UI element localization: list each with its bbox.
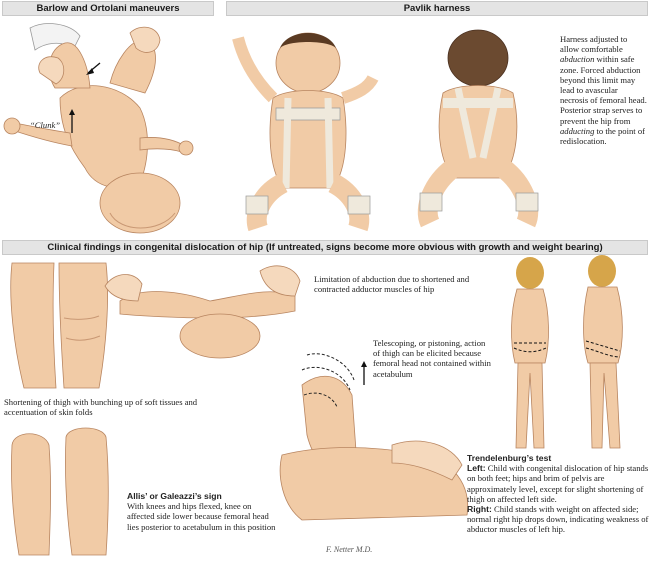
barlow-banner: Barlow and Ortolani maneuvers bbox=[2, 1, 214, 16]
thigh-shortening-illustration bbox=[4, 258, 114, 393]
clinical-banner: Clinical findings in congenital dislocation of hip (If untreated, signs become more obvious with growth and weight bearing) bbox=[2, 240, 648, 255]
right-text: Child stands with weight on affected side; normal right hip drops down, indicating weakness of abductor muscles of left hip. bbox=[467, 504, 649, 535]
artist-signature: F. Netter M.D. bbox=[326, 545, 373, 554]
allis-text-block bbox=[127, 491, 277, 532]
left-text: Child with congenital dislocation of hip stands on both feet; hips and brim of pelvis are approximately level, except for slight shortening of thigh on affected left side. bbox=[467, 463, 649, 504]
trendelenburg-left bbox=[467, 463, 649, 504]
shortening-text: Shortening of thigh with bunching up of soft tissues and accentuation of skin folds bbox=[4, 397, 198, 418]
trendelenburg-illustration bbox=[490, 253, 648, 455]
pavlik-text-em1: abduction bbox=[560, 54, 595, 65]
right-label: Right: bbox=[467, 504, 492, 515]
allis-text: With knees and hips flexed, knee on affected side lower because femoral head lies posterior to acetabulum in this position bbox=[127, 501, 276, 532]
allis-sign-illustration bbox=[4, 425, 122, 560]
pavlik-text-part2: within safe zone. Forced abduction beyond this limit may lead to avascular necrosis of femoral head. Posterior strap serves to prevent the hip from bbox=[560, 54, 647, 126]
pavlik-text-part1: Harness adjusted to allow comfortable bbox=[560, 34, 628, 55]
pavlik-description bbox=[560, 34, 648, 146]
limitation-text: Limitation of abduction due to shortened and contracted adductor muscles of hip bbox=[314, 274, 470, 295]
pavlik-front-illustration bbox=[228, 18, 388, 233]
pavlik-banner: Pavlik harness bbox=[226, 1, 648, 16]
left-label: Left: bbox=[467, 463, 486, 474]
trendelenburg-title: Trendelenburg’s test bbox=[467, 453, 552, 463]
telescoping-text: Telescoping, or pistoning, action of thigh can be elicited because femoral head not contained within acetabulum bbox=[373, 338, 491, 379]
pavlik-text-em2: adducting bbox=[560, 125, 595, 136]
trendelenburg-text-block bbox=[467, 453, 649, 535]
allis-title: Allis’ or Galeazzi’s sign bbox=[127, 491, 222, 501]
trendelenburg-right bbox=[467, 504, 649, 535]
clunk-label: “Clunk” bbox=[30, 120, 61, 130]
pavlik-text-part3: to the point of redislocation. bbox=[560, 125, 645, 147]
pavlik-back-illustration bbox=[398, 18, 558, 233]
